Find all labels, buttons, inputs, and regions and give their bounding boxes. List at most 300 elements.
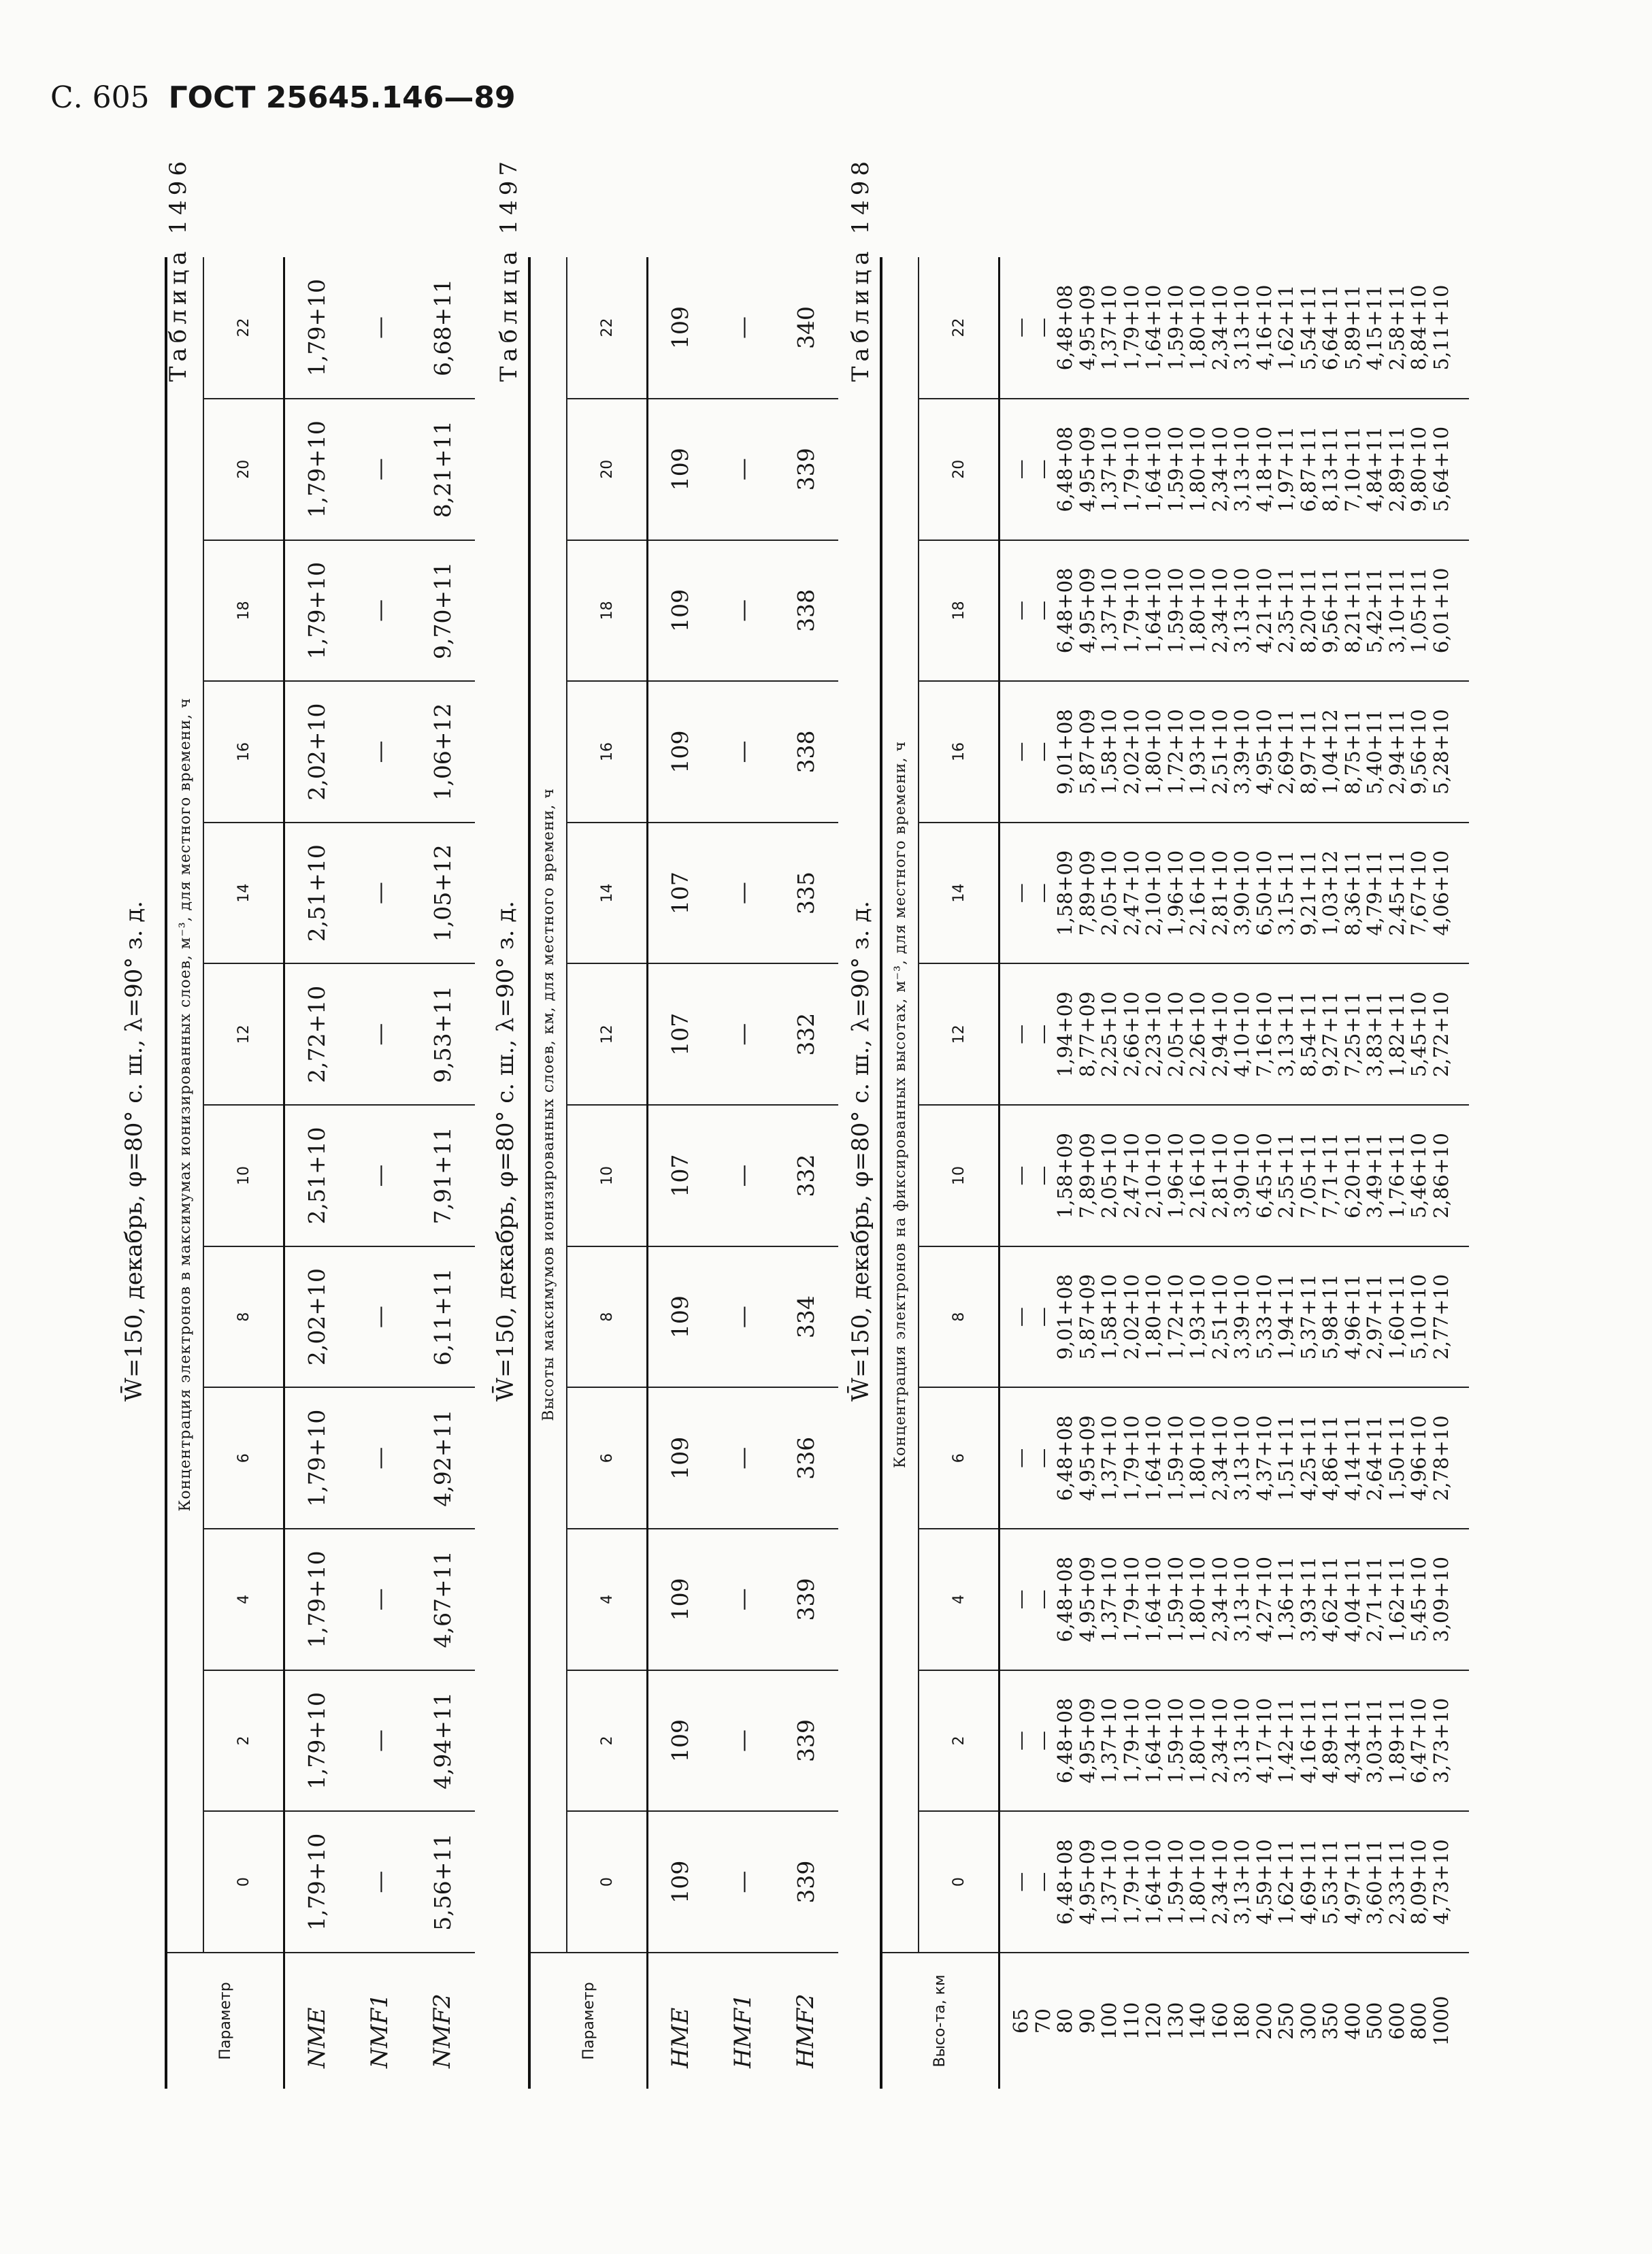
value-cell: 1,82+11 [1385, 991, 1408, 1078]
value-cell: 9,56+11 [1319, 567, 1342, 654]
value-cell: 1,64+10 [1142, 426, 1165, 512]
value-cell: 109 [667, 305, 694, 349]
value-cell: 1,79+10 [1119, 1839, 1143, 1925]
value-cell: 3,13+10 [1230, 284, 1253, 371]
value-cell: — [712, 1387, 774, 1529]
value-cell: 1,05+11 [1407, 567, 1430, 654]
value-cell: 6,45+10 [1252, 1133, 1276, 1219]
value-cell: 1,62+11 [1274, 1839, 1298, 1925]
height-value: 800 [1407, 2002, 1430, 2040]
value-cell: 2,05+10 [1097, 850, 1121, 936]
value-cell: 9,53+11 [410, 963, 475, 1105]
value-cell: 1,96+10 [1163, 1133, 1187, 1219]
page-number: С. 605 [50, 80, 150, 115]
hour-header: 20 [919, 399, 999, 540]
value-cell: 4,95+10 [1252, 709, 1276, 795]
values-column-10h [1000, 1105, 1469, 1246]
value-cell: 2,16+10 [1186, 1133, 1209, 1219]
value-cell: 2,81+10 [1208, 1133, 1232, 1219]
value-cell: — [1031, 883, 1055, 904]
value-cell: 332 [774, 963, 838, 1105]
value-cell: 1,79+10 [1119, 1415, 1143, 1502]
value-cell: 4,17+10 [1252, 1697, 1276, 1784]
value-cell: 3,49+11 [1363, 1133, 1386, 1219]
value-cell: 1,59+10 [1163, 1415, 1187, 1502]
value-cell: 5,87+09 [1075, 1274, 1099, 1360]
value-cell: 109 [648, 1811, 712, 1953]
value-cell: 6,68+11 [429, 278, 456, 377]
value-cell: 4,67+11 [410, 1529, 475, 1670]
value-cell: — [1031, 317, 1055, 337]
hour-header: 2 [203, 1670, 284, 1812]
hour-header: 22 [567, 257, 647, 399]
value-cell: 7,16+10 [1252, 991, 1276, 1078]
value-cell: 2,02+10 [1119, 709, 1143, 795]
value-cell: 9,56+10 [1407, 709, 1430, 795]
value-cell: 3,39+10 [1230, 1274, 1253, 1360]
value-cell: 336 [774, 1387, 838, 1529]
value-cell: 1,58+09 [1053, 850, 1076, 936]
value-cell: 7,71+11 [1319, 1133, 1342, 1219]
value-cell: 6,87+11 [1296, 426, 1320, 512]
height-value: 120 [1142, 2002, 1165, 2040]
height-value: 90 [1075, 2008, 1099, 2034]
value-cell: 2,94+10 [1208, 991, 1232, 1078]
height-value: 1000 [1429, 1995, 1453, 2046]
value-cell: — [712, 1529, 774, 1670]
value-cell: 5,56+11 [410, 1811, 475, 1953]
value-cell: 1,79+10 [1119, 426, 1143, 512]
value-cell: 2,34+10 [1208, 1556, 1232, 1642]
height-value: 140 [1186, 2002, 1209, 2040]
value-cell: 4,95+09 [1075, 1415, 1099, 1502]
value-cell: — [349, 681, 410, 823]
value-cell: 2,51+10 [1208, 1274, 1232, 1360]
hour-header: 20 [203, 399, 284, 540]
value-cell: 8,21+11 [410, 399, 475, 540]
value-cell: 1,64+10 [1142, 1697, 1165, 1784]
value-cell: 109 [648, 681, 712, 823]
value-cell: 2,86+10 [1429, 1133, 1453, 1219]
value-cell: 1,97+11 [1274, 426, 1298, 512]
value-cell: 3,90+10 [1230, 850, 1253, 936]
gost-code: ГОСТ 25645.146—89 [168, 80, 516, 115]
row-label: HMF2 [774, 1953, 838, 2089]
value-cell: 109 [648, 1529, 712, 1670]
value-cell: — [712, 399, 774, 540]
value-cell: 4,97+11 [1340, 1839, 1364, 1925]
value-cell: 1,60+11 [1385, 1274, 1408, 1360]
value-cell: 1,58+09 [1053, 1133, 1076, 1219]
value-cell: — [1009, 317, 1032, 337]
hour-header: 16 [203, 681, 284, 823]
height-value: 100 [1097, 2002, 1121, 2040]
value-cell: 339 [774, 1811, 838, 1953]
row-label: HMF1 [712, 1953, 774, 2089]
value-cell: — [349, 1529, 410, 1670]
value-cell: — [1009, 1872, 1032, 1892]
hour-header: 20 [567, 399, 647, 540]
value-cell: 1,93+10 [1186, 709, 1209, 795]
value-cell: 2,78+10 [1429, 1415, 1453, 1502]
value-cell: 5,40+11 [1363, 709, 1386, 795]
value-cell: 3,39+10 [1230, 709, 1253, 795]
value-cell: 2,72+10 [1429, 991, 1453, 1078]
hour-header: 0 [567, 1811, 647, 1953]
value-cell: 1,72+10 [1163, 709, 1187, 795]
value-cell: 1,36+11 [1274, 1556, 1298, 1642]
value-cell: 1,80+10 [1186, 567, 1209, 654]
value-cell: 1,51+11 [1274, 1415, 1298, 1502]
value-cell: 3,13+10 [1230, 567, 1253, 654]
value-cell: 4,16+10 [1252, 284, 1276, 371]
value-cell: 2,10+10 [1142, 850, 1165, 936]
table-1498-block [833, 156, 1575, 2089]
value-cell: 8,77+09 [1075, 991, 1099, 1078]
hour-header: 18 [567, 540, 647, 682]
value-cell: — [349, 399, 410, 540]
value-cell: — [1009, 1589, 1032, 1610]
row-label: NME [284, 1953, 349, 2089]
value-cell: 109 [648, 1246, 712, 1388]
value-cell: 4,25+11 [1296, 1415, 1320, 1502]
value-cell: 5,37+11 [1296, 1274, 1320, 1360]
value-cell: 334 [774, 1246, 838, 1388]
value-cell: 2,26+10 [1186, 991, 1209, 1078]
value-cell: 1,80+10 [1186, 1839, 1209, 1925]
value-cell: 9,01+08 [1053, 1274, 1076, 1360]
value-cell: 1,76+11 [1385, 1133, 1408, 1219]
value-cell: 4,14+11 [1340, 1415, 1364, 1502]
value-cell: 1,58+10 [1097, 709, 1121, 795]
value-cell: 3,60+11 [1363, 1839, 1386, 1925]
value-cell: 5,33+10 [1252, 1274, 1276, 1360]
value-cell: — [1009, 459, 1032, 480]
value-cell: 4,79+11 [1363, 850, 1386, 936]
table-1496-label: Таблица 1496 [165, 156, 192, 382]
value-cell: 7,25+11 [1340, 991, 1364, 1078]
value-cell: 7,05+11 [1296, 1133, 1320, 1219]
value-cell: — [349, 823, 410, 964]
value-cell: 338 [774, 681, 838, 823]
hour-header: 0 [919, 1811, 999, 1953]
value-cell: — [349, 963, 410, 1105]
height-value: 200 [1252, 2002, 1276, 2040]
value-cell: 2,81+10 [1208, 850, 1232, 936]
hour-header: 0 [203, 1811, 284, 1953]
table-row [774, 257, 838, 2089]
value-cell: 107 [648, 823, 712, 964]
value-cell: 1,59+10 [1163, 1556, 1187, 1642]
value-cell: — [1009, 1024, 1032, 1044]
value-cell: — [349, 1670, 410, 1812]
value-cell: — [1031, 459, 1055, 480]
value-cell: 6,48+08 [1053, 1839, 1076, 1925]
value-cell: 3,13+10 [1230, 1839, 1253, 1925]
value-cell: 4,95+09 [1075, 1839, 1099, 1925]
value-cell: 6,48+08 [1053, 1697, 1076, 1784]
value-cell: 4,16+11 [1296, 1697, 1320, 1784]
value-cell: 3,13+10 [1230, 1415, 1253, 1502]
value-cell: 2,94+11 [1385, 709, 1408, 795]
values-column-18h [1000, 540, 1469, 682]
value-cell: 107 [648, 963, 712, 1105]
value-cell: 1,64+10 [1142, 1556, 1165, 1642]
value-cell: 1,59+10 [1163, 567, 1187, 654]
value-cell: — [712, 823, 774, 964]
values-column-0h [1000, 1811, 1469, 1953]
value-cell: 2,55+11 [1274, 1133, 1298, 1219]
value-cell: 1,79+10 [284, 1387, 349, 1529]
table-row [712, 257, 774, 2089]
value-cell: 1,59+10 [1163, 1697, 1187, 1784]
hour-header: 6 [919, 1387, 999, 1529]
value-cell: 4,96+10 [1407, 1415, 1430, 1502]
table-1497-block [475, 156, 842, 2089]
row-label: NMF1 [349, 1953, 410, 2089]
value-cell: — [712, 1670, 774, 1812]
value-cell: 109 [648, 1670, 712, 1812]
value-cell: — [349, 1811, 410, 1953]
value-cell: 107 [648, 1105, 712, 1246]
value-cell: 6,20+11 [1340, 1133, 1364, 1219]
value-cell: 6,48+08 [1053, 1556, 1076, 1642]
value-cell: 4,95+09 [1075, 284, 1099, 371]
value-cell: 109 [648, 1387, 712, 1529]
table-1498-conditions: W̄=150, декабрь, φ=80° с. ш., λ=90° з. д. [847, 901, 874, 1402]
value-cell: — [349, 1105, 410, 1246]
value-cell: — [1009, 1731, 1032, 1751]
values-column-14h [1000, 823, 1469, 964]
value-cell: — [1031, 1448, 1055, 1468]
value-cell: — [1031, 1589, 1055, 1610]
value-cell: 109 [648, 399, 712, 540]
value-cell: 1,50+11 [1385, 1415, 1408, 1502]
value-cell: 4,21+10 [1252, 567, 1276, 654]
value-cell: — [1031, 1872, 1055, 1892]
height-value: 300 [1296, 2002, 1320, 2040]
value-cell: 2,58+11 [1385, 284, 1408, 371]
value-cell: 4,34+11 [1340, 1697, 1364, 1784]
value-cell: 1,89+11 [1385, 1697, 1408, 1784]
table-1497-caption: Высоты максимумов ионизированных слоев, км, для местного времени, ч [529, 257, 567, 1953]
value-cell: 338 [774, 540, 838, 682]
value-cell: — [1031, 742, 1055, 762]
value-cell: 6,47+10 [1407, 1697, 1430, 1784]
value-cell: 1,79+10 [284, 1529, 349, 1670]
value-cell: 2,05+10 [1163, 991, 1187, 1078]
hour-header: 22 [919, 257, 999, 399]
value-cell: 7,89+09 [1075, 850, 1099, 936]
value-cell: 340 [792, 305, 819, 349]
value-cell: 339 [774, 399, 838, 540]
heights-column [1000, 1953, 1469, 2089]
height-value: 500 [1363, 2002, 1386, 2040]
hour-header: 12 [919, 963, 999, 1105]
value-cell: 3,03+11 [1363, 1697, 1386, 1784]
value-cell: — [1031, 1731, 1055, 1751]
value-cell: — [1009, 1448, 1032, 1468]
value-cell: 7,89+09 [1075, 1133, 1099, 1219]
hour-header: 18 [919, 540, 999, 682]
table-1498-caption: Концентрация электронов на фиксированных высотах, м⁻³, для местного времени, ч [881, 257, 919, 1953]
table-1497-label: Таблица 1497 [495, 156, 523, 382]
value-cell: 4,94+11 [410, 1670, 475, 1812]
value-cell: 5,98+11 [1319, 1274, 1342, 1360]
value-cell: — [1009, 883, 1032, 904]
value-cell: 1,79+10 [284, 540, 349, 682]
value-cell: 4,04+11 [1340, 1556, 1364, 1642]
height-value: 160 [1208, 2002, 1232, 2040]
value-cell: 2,25+10 [1097, 991, 1121, 1078]
values-column-12h [1000, 963, 1469, 1105]
hour-header: 22 [203, 257, 284, 399]
value-cell: 1,79+10 [1119, 1556, 1143, 1642]
value-cell: 5,46+10 [1407, 1133, 1430, 1219]
value-cell: 3,13+10 [1230, 1697, 1253, 1784]
value-cell: 5,45+10 [1407, 1556, 1430, 1642]
value-cell: 1,37+10 [1097, 284, 1121, 371]
value-cell: 4,69+11 [1296, 1839, 1320, 1925]
row-label: HME [648, 1953, 712, 2089]
value-cell: 3,13+10 [1230, 1556, 1253, 1642]
value-cell: 2,16+10 [1186, 850, 1209, 936]
value-cell: 1,79+10 [284, 1811, 349, 1953]
value-cell: 2,97+11 [1363, 1274, 1386, 1360]
value-cell: 1,05+12 [410, 823, 475, 964]
value-cell: 6,50+10 [1252, 850, 1276, 936]
value-cell: 2,71+11 [1363, 1556, 1386, 1642]
height-header: Высо-та, км [881, 1953, 1000, 2089]
table-1496 [165, 257, 475, 2089]
value-cell: 2,51+10 [1208, 709, 1232, 795]
height-value: 400 [1340, 2002, 1364, 2040]
value-cell: 4,59+10 [1252, 1839, 1276, 1925]
value-cell: 2,02+10 [284, 681, 349, 823]
value-cell: 109 [648, 540, 712, 682]
hour-header: 14 [567, 823, 647, 964]
value-cell: 339 [774, 1529, 838, 1670]
value-cell: 1,72+10 [1163, 1274, 1187, 1360]
value-cell: 1,06+12 [410, 681, 475, 823]
hour-header: 10 [567, 1105, 647, 1246]
value-cell: 1,59+10 [1163, 284, 1187, 371]
height-value: 80 [1053, 2008, 1076, 2034]
value-cell: 3,10+11 [1385, 567, 1408, 654]
value-cell: 2,45+11 [1385, 850, 1408, 936]
table-row [349, 257, 410, 2089]
values-column-8h [1000, 1246, 1469, 1388]
value-cell: 1,79+10 [1119, 567, 1143, 654]
height-value: 130 [1163, 2002, 1187, 2040]
value-cell: 8,75+11 [1340, 709, 1364, 795]
value-cell: 5,53+11 [1319, 1839, 1342, 1925]
values-column-20h [1000, 399, 1469, 540]
value-cell: 6,48+08 [1053, 567, 1076, 654]
value-cell: 4,15+11 [1363, 284, 1386, 371]
value-cell: 2,51+10 [284, 823, 349, 964]
value-cell: 1,64+10 [1142, 284, 1165, 371]
value-cell: 4,96+11 [1340, 1274, 1364, 1360]
value-cell: 6,11+11 [410, 1246, 475, 1388]
value-cell: 4,95+09 [1075, 1697, 1099, 1784]
hour-header: 4 [203, 1529, 284, 1670]
param-header: Параметр [529, 1953, 648, 2089]
value-cell: 6,01+10 [1429, 567, 1453, 654]
value-cell: 7,10+11 [1340, 426, 1364, 512]
value-cell: 4,84+11 [1363, 426, 1386, 512]
value-cell: 1,80+10 [1186, 284, 1209, 371]
value-cell: — [1009, 600, 1032, 620]
value-cell: 4,18+10 [1252, 426, 1276, 512]
value-cell: 2,34+10 [1208, 1697, 1232, 1784]
value-cell: 1,37+10 [1097, 1556, 1121, 1642]
height-value: 250 [1274, 2002, 1298, 2040]
value-cell: 1,37+10 [1097, 567, 1121, 654]
value-cell: 6,48+08 [1053, 284, 1076, 371]
value-cell: 5,87+09 [1075, 709, 1099, 795]
value-cell: 1,80+10 [1186, 426, 1209, 512]
value-cell: — [1031, 1024, 1055, 1044]
value-cell: 8,36+11 [1340, 850, 1364, 936]
hour-header: 4 [567, 1529, 647, 1670]
value-cell: 4,62+11 [1319, 1556, 1342, 1642]
value-cell: 1,37+10 [1097, 1415, 1121, 1502]
value-cell: 5,42+11 [1363, 567, 1386, 654]
value-cell: — [1031, 600, 1055, 620]
value-cell: 2,34+10 [1208, 426, 1232, 512]
height-value: 180 [1230, 2002, 1253, 2040]
height-value: 70 [1031, 2008, 1055, 2034]
value-cell: — [1009, 1307, 1032, 1327]
value-cell: 2,35+11 [1274, 567, 1298, 654]
value-cell: — [712, 1246, 774, 1388]
hour-header: 2 [567, 1670, 647, 1812]
table-row [648, 257, 712, 2089]
value-cell: 1,80+10 [1186, 1697, 1209, 1784]
value-cell: — [1031, 1165, 1055, 1186]
value-cell: 1,37+10 [1097, 1697, 1121, 1784]
value-cell: 1,80+10 [1186, 1415, 1209, 1502]
hour-header: 18 [203, 540, 284, 682]
value-cell: 9,27+11 [1319, 991, 1342, 1078]
value-cell: 3,13+10 [1230, 426, 1253, 512]
value-cell: 3,15+11 [1274, 850, 1298, 936]
value-cell: 1,79+10 [303, 278, 331, 377]
value-cell: — [349, 540, 410, 682]
value-cell: 3,93+11 [1296, 1556, 1320, 1642]
value-cell: 7,91+11 [410, 1105, 475, 1246]
value-cell: 9,21+11 [1296, 850, 1320, 936]
param-header: Параметр [166, 1953, 284, 2089]
table-1497-conditions: W̄=150, декабрь, φ=80° с. ш., λ=90° з. д. [492, 901, 519, 1402]
value-cell: 1,96+10 [1163, 850, 1187, 936]
value-cell: 3,09+10 [1429, 1556, 1453, 1642]
height-value: 65 [1009, 2008, 1032, 2034]
table-row [284, 257, 349, 2089]
value-cell: 4,06+10 [1429, 850, 1453, 936]
value-cell: 2,10+10 [1142, 1133, 1165, 1219]
value-cell: — [729, 316, 756, 339]
hour-header: 16 [919, 681, 999, 823]
row-label: NMF2 [410, 1953, 475, 2089]
table-1496-block [117, 156, 471, 2089]
value-cell: — [712, 540, 774, 682]
value-cell: 2,33+11 [1385, 1839, 1408, 1925]
value-cell: 2,05+10 [1097, 1133, 1121, 1219]
value-cell: 4,73+10 [1429, 1839, 1453, 1925]
value-cell: 4,10+10 [1230, 991, 1253, 1078]
